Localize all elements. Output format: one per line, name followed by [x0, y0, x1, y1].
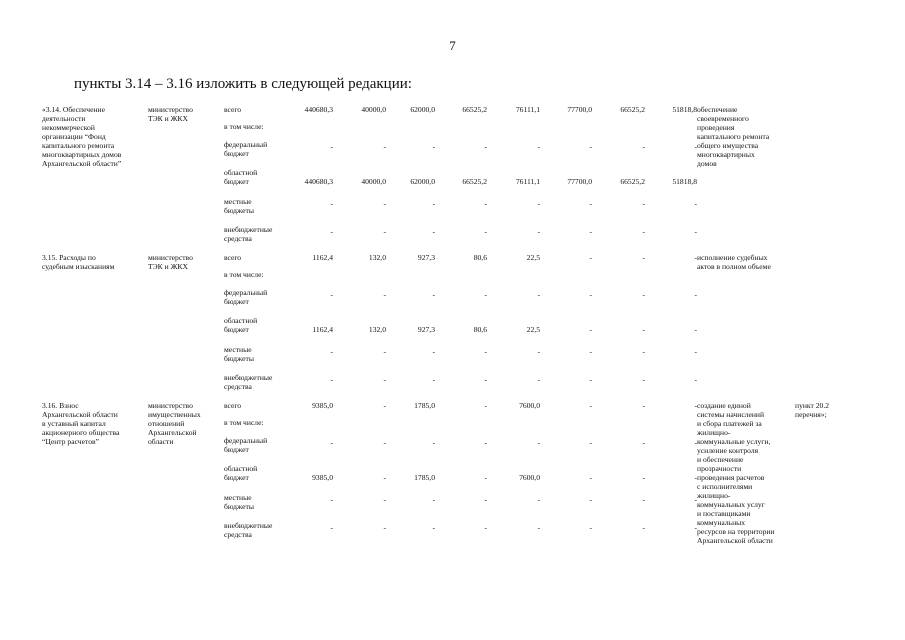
funding-source-label-line: всего [224, 401, 242, 410]
funding-source-label-line: бюджет [224, 445, 249, 454]
funding-source-label-line: внебюджетные [224, 521, 273, 530]
table-cell: - [589, 290, 592, 299]
table-cell: - [432, 523, 435, 532]
responsible-executor-line: Архангельской [148, 428, 197, 437]
expected-result-line: жилищно- [697, 491, 731, 500]
funding-source-label [224, 168, 257, 186]
funding-source-label [224, 436, 267, 454]
table-cell: - [432, 347, 435, 356]
table-cell: - [589, 401, 592, 410]
table-cell: - [694, 438, 697, 447]
funding-source-label-line: бюджет [224, 177, 249, 186]
funding-source-label [224, 373, 272, 391]
table-cell: 51818,8 [672, 177, 697, 186]
table-cell: - [694, 401, 697, 410]
table-cell: - [383, 495, 386, 504]
table-cell: - [330, 495, 333, 504]
table-cell: 77700,0 [567, 105, 592, 114]
table-cell: 40000,0 [361, 105, 386, 114]
table-cell: - [383, 401, 386, 410]
table-cell: - [589, 438, 592, 447]
table-cell: - [537, 199, 540, 208]
funding-source-label [224, 288, 267, 306]
table-cell: - [330, 438, 333, 447]
measure-name [42, 253, 114, 271]
table-cell: - [330, 347, 333, 356]
expected-result-line: с исполнителями [697, 482, 753, 491]
table-cell: - [642, 290, 645, 299]
responsible-executor [148, 401, 201, 446]
table-cell: 927,3 [417, 253, 435, 262]
measure-name-line: деятельности [42, 114, 86, 123]
table-cell: - [330, 199, 333, 208]
note-line: пункт 20.2 [795, 401, 830, 410]
measure-name-line: в уставный капитал [42, 419, 106, 428]
table-cell: - [330, 142, 333, 151]
table-cell: 7600,0 [519, 401, 540, 410]
table-cell: - [589, 495, 592, 504]
table-cell: 62000,0 [410, 105, 435, 114]
table-cell: - [589, 347, 592, 356]
table-cell: - [642, 473, 645, 482]
table-cell: 927,3 [417, 325, 435, 334]
funding-source-label-line: бюджет [224, 325, 249, 334]
funding-source-label-line: средства [224, 530, 252, 539]
table-cell: - [642, 142, 645, 151]
table-cell: - [642, 199, 645, 208]
responsible-executor-line: министерство [148, 401, 193, 410]
table-cell: - [694, 142, 697, 151]
table-cell: - [694, 325, 697, 334]
expected-result-line: коммунальные услуги, [697, 437, 771, 446]
funding-source-label [224, 345, 254, 363]
funding-source-label-line: бюджеты [224, 502, 254, 511]
expected-result-line: системы начислений [697, 410, 765, 419]
expected-result-line: Архангельской области [697, 536, 773, 545]
funding-source-label-line: в том числе: [224, 122, 264, 131]
funding-source-label [224, 197, 254, 215]
table-cell: - [537, 290, 540, 299]
table-cell: - [432, 142, 435, 151]
table-cell: - [484, 375, 487, 384]
expected-result-line: и сбора платежей за [697, 419, 762, 428]
table-cell: - [642, 401, 645, 410]
table-cell: - [383, 523, 386, 532]
table-cell: - [537, 438, 540, 447]
table-cell: - [694, 199, 697, 208]
expected-result-line: и поставщиками [697, 509, 751, 518]
funding-source-label [224, 493, 254, 511]
funding-source-label [224, 122, 264, 131]
table-cell: 40000,0 [361, 177, 386, 186]
expected-result-line: многоквартирных [697, 150, 755, 159]
funding-source-label-line: областной [224, 168, 258, 177]
funding-source-label-line: бюджеты [224, 354, 254, 363]
expected-result-line: домов [697, 159, 717, 168]
page-heading: пункты 3.14 – 3.16 изложить в следующей редакции: [74, 76, 412, 92]
table-cell: - [383, 347, 386, 356]
table-cell: - [642, 253, 645, 262]
expected-result-line: и обеспечение [697, 455, 744, 464]
measure-name-line: судебным изысканиям [42, 262, 115, 271]
funding-source-label-line: всего [224, 105, 242, 114]
funding-source-label-line: федеральный [224, 288, 268, 297]
table-cell: - [642, 523, 645, 532]
expected-result-line: проведения расчетов [697, 473, 765, 482]
table-cell: - [330, 523, 333, 532]
responsible-executor-line: области [148, 437, 174, 446]
table-cell: 1162,4 [312, 325, 333, 334]
responsible-executor [148, 253, 193, 271]
table-cell: 80,6 [473, 325, 487, 334]
funding-source-label [224, 140, 267, 158]
expected-result-line: капитального ремонта [697, 132, 770, 141]
table-cell: - [589, 253, 592, 262]
table-cell: - [694, 523, 697, 532]
table-cell: - [589, 473, 592, 482]
table-cell: - [642, 347, 645, 356]
table-cell: - [484, 438, 487, 447]
table-cell: - [694, 227, 697, 236]
measure-name-line: Архангельской области” [42, 159, 122, 168]
table-cell: - [383, 290, 386, 299]
table-cell: - [694, 473, 697, 482]
expected-result-line: жилищно- [697, 428, 731, 437]
table-cell: 1785,0 [414, 473, 435, 482]
table-cell: 66525,2 [620, 105, 645, 114]
table-cell: 132,0 [368, 325, 386, 334]
funding-source-label-line: средства [224, 382, 252, 391]
table-cell: 66525,2 [620, 177, 645, 186]
table-cell: 440680,3 [304, 177, 333, 186]
measure-name-line: капитального ремонта [42, 141, 115, 150]
table-cell: 62000,0 [410, 177, 435, 186]
measure-name-line: многоквартирных домов [42, 150, 122, 159]
table-cell: - [537, 523, 540, 532]
funding-source-label [224, 521, 272, 539]
table-cell: 51818,8 [672, 105, 697, 114]
expected-result-line: коммунальных [697, 518, 746, 527]
table-cell: - [484, 290, 487, 299]
table-cell: - [383, 142, 386, 151]
table-cell: - [642, 325, 645, 334]
table-cell: - [330, 227, 333, 236]
measure-name-line: “Центр расчетов” [42, 437, 99, 446]
funding-source-label-line: в том числе: [224, 270, 264, 279]
table-cell: - [642, 495, 645, 504]
funding-source-label-line: в том числе: [224, 418, 264, 427]
responsible-executor-line: ТЭК и ЖКХ [148, 262, 188, 271]
funding-source-label-line: внебюджетные [224, 373, 273, 382]
table-cell: 1785,0 [414, 401, 435, 410]
measure-name [42, 105, 121, 168]
table-cell: - [694, 253, 697, 262]
expected-result-line: коммунальных услуг [697, 500, 765, 509]
expected-result-line: исполнение судебных [697, 253, 768, 262]
table-cell: 66525,2 [462, 177, 487, 186]
table-cell: - [537, 375, 540, 384]
measure-name-line: акционерного общества [42, 428, 120, 437]
table-cell: 80,6 [473, 253, 487, 262]
table-cell: - [383, 438, 386, 447]
expected-result [697, 253, 771, 271]
table-cell: - [432, 495, 435, 504]
table-cell: - [589, 227, 592, 236]
funding-source-label-line: областной [224, 464, 258, 473]
expected-result-line: обеспечение [697, 105, 738, 114]
measure-name-line: некоммерческой [42, 123, 95, 132]
expected-result [697, 105, 769, 168]
table-cell: - [484, 199, 487, 208]
funding-source-label-line: федеральный [224, 140, 268, 149]
note [795, 401, 829, 419]
table-cell: - [484, 523, 487, 532]
table-cell: 1162,4 [312, 253, 333, 262]
measure-name-line: «3.14. Обеспечение [42, 105, 105, 114]
expected-result-line: своевременного [697, 114, 749, 123]
measure-name-line: 3.16. Взнос [42, 401, 79, 410]
funding-source-label-line: внебюджетные [224, 225, 273, 234]
table-cell: - [484, 227, 487, 236]
table-cell: - [694, 347, 697, 356]
table-cell: - [330, 290, 333, 299]
table-cell: - [589, 142, 592, 151]
table-cell: 76111,1 [515, 105, 540, 114]
responsible-executor-line: имущественных [148, 410, 201, 419]
table-cell: 7600,0 [519, 473, 540, 482]
table-cell: - [484, 495, 487, 504]
funding-source-label-line: всего [224, 253, 242, 262]
funding-source-label-line: средства [224, 234, 252, 243]
funding-source-label [224, 418, 264, 427]
table-cell: 9385,0 [312, 473, 333, 482]
table-cell: - [589, 325, 592, 334]
table-cell: - [589, 523, 592, 532]
expected-result-line: проведения [697, 123, 735, 132]
table-cell: - [694, 290, 697, 299]
funding-source-label-line: бюджет [224, 297, 249, 306]
note-line: перечня»; [795, 410, 827, 419]
table-cell: - [484, 347, 487, 356]
measure-name-line: организации “Фонд [42, 132, 106, 141]
responsible-executor-line: отношений [148, 419, 185, 428]
funding-source-label-line: местные [224, 345, 252, 354]
table-cell: - [537, 495, 540, 504]
responsible-executor-line: министерство [148, 105, 193, 114]
table-cell: 9385,0 [312, 401, 333, 410]
table-cell: - [330, 375, 333, 384]
funding-source-label-line: бюджеты [224, 206, 254, 215]
table-cell: - [432, 227, 435, 236]
measure-name-line: 3.15. Расходы по [42, 253, 96, 262]
table-cell: - [589, 199, 592, 208]
expected-result-line: прозрачности [697, 464, 742, 473]
table-cell: - [432, 438, 435, 447]
expected-result-line: общего имущества [697, 141, 759, 150]
table-cell: 440680,3 [304, 105, 333, 114]
table-cell: - [484, 142, 487, 151]
responsible-executor-line: ТЭК и ЖКХ [148, 114, 188, 123]
table-cell: 22,5 [526, 253, 540, 262]
funding-source-label [224, 253, 241, 262]
expected-result-line: создание единой [697, 401, 751, 410]
responsible-executor [148, 105, 193, 123]
table-cell: - [383, 227, 386, 236]
table-cell: 132,0 [368, 253, 386, 262]
funding-source-label [224, 464, 257, 482]
funding-source-label [224, 401, 241, 410]
table-cell: 77700,0 [567, 177, 592, 186]
table-cell: - [694, 495, 697, 504]
funding-source-label-line: местные [224, 493, 252, 502]
page-number: 7 [449, 38, 456, 53]
table-cell: - [484, 401, 487, 410]
table-cell: 66525,2 [462, 105, 487, 114]
table-cell: - [642, 375, 645, 384]
expected-result [697, 401, 775, 545]
funding-source-label-line: бюджет [224, 473, 249, 482]
table-cell: - [537, 347, 540, 356]
table-cell: - [537, 142, 540, 151]
table-cell: - [589, 375, 592, 384]
funding-source-label [224, 105, 241, 114]
table-cell: - [383, 199, 386, 208]
expected-result-line: актов в полном объеме [697, 262, 771, 271]
measure-name-line: Архангельской области [42, 410, 118, 419]
table-cell: - [383, 473, 386, 482]
table-cell: 76111,1 [515, 177, 540, 186]
table-cell: - [432, 199, 435, 208]
funding-source-label-line: федеральный [224, 436, 268, 445]
table-cell: - [642, 438, 645, 447]
funding-source-label-line: бюджет [224, 149, 249, 158]
table-cell: - [432, 290, 435, 299]
funding-source-label-line: областной [224, 316, 258, 325]
measure-name [42, 401, 119, 446]
table-cell: - [484, 473, 487, 482]
table-cell: 22,5 [526, 325, 540, 334]
funding-source-label [224, 225, 272, 243]
table-cell: - [694, 375, 697, 384]
expected-result-line: усиление контроля [697, 446, 759, 455]
table-cell: - [383, 375, 386, 384]
table-cell: - [642, 227, 645, 236]
funding-source-label [224, 316, 257, 334]
table-cell: - [537, 227, 540, 236]
expected-result-line: ресурсов на территории [697, 527, 775, 536]
funding-source-label [224, 270, 264, 279]
responsible-executor-line: министерство [148, 253, 193, 262]
funding-source-label-line: местные [224, 197, 252, 206]
table-cell: - [432, 375, 435, 384]
